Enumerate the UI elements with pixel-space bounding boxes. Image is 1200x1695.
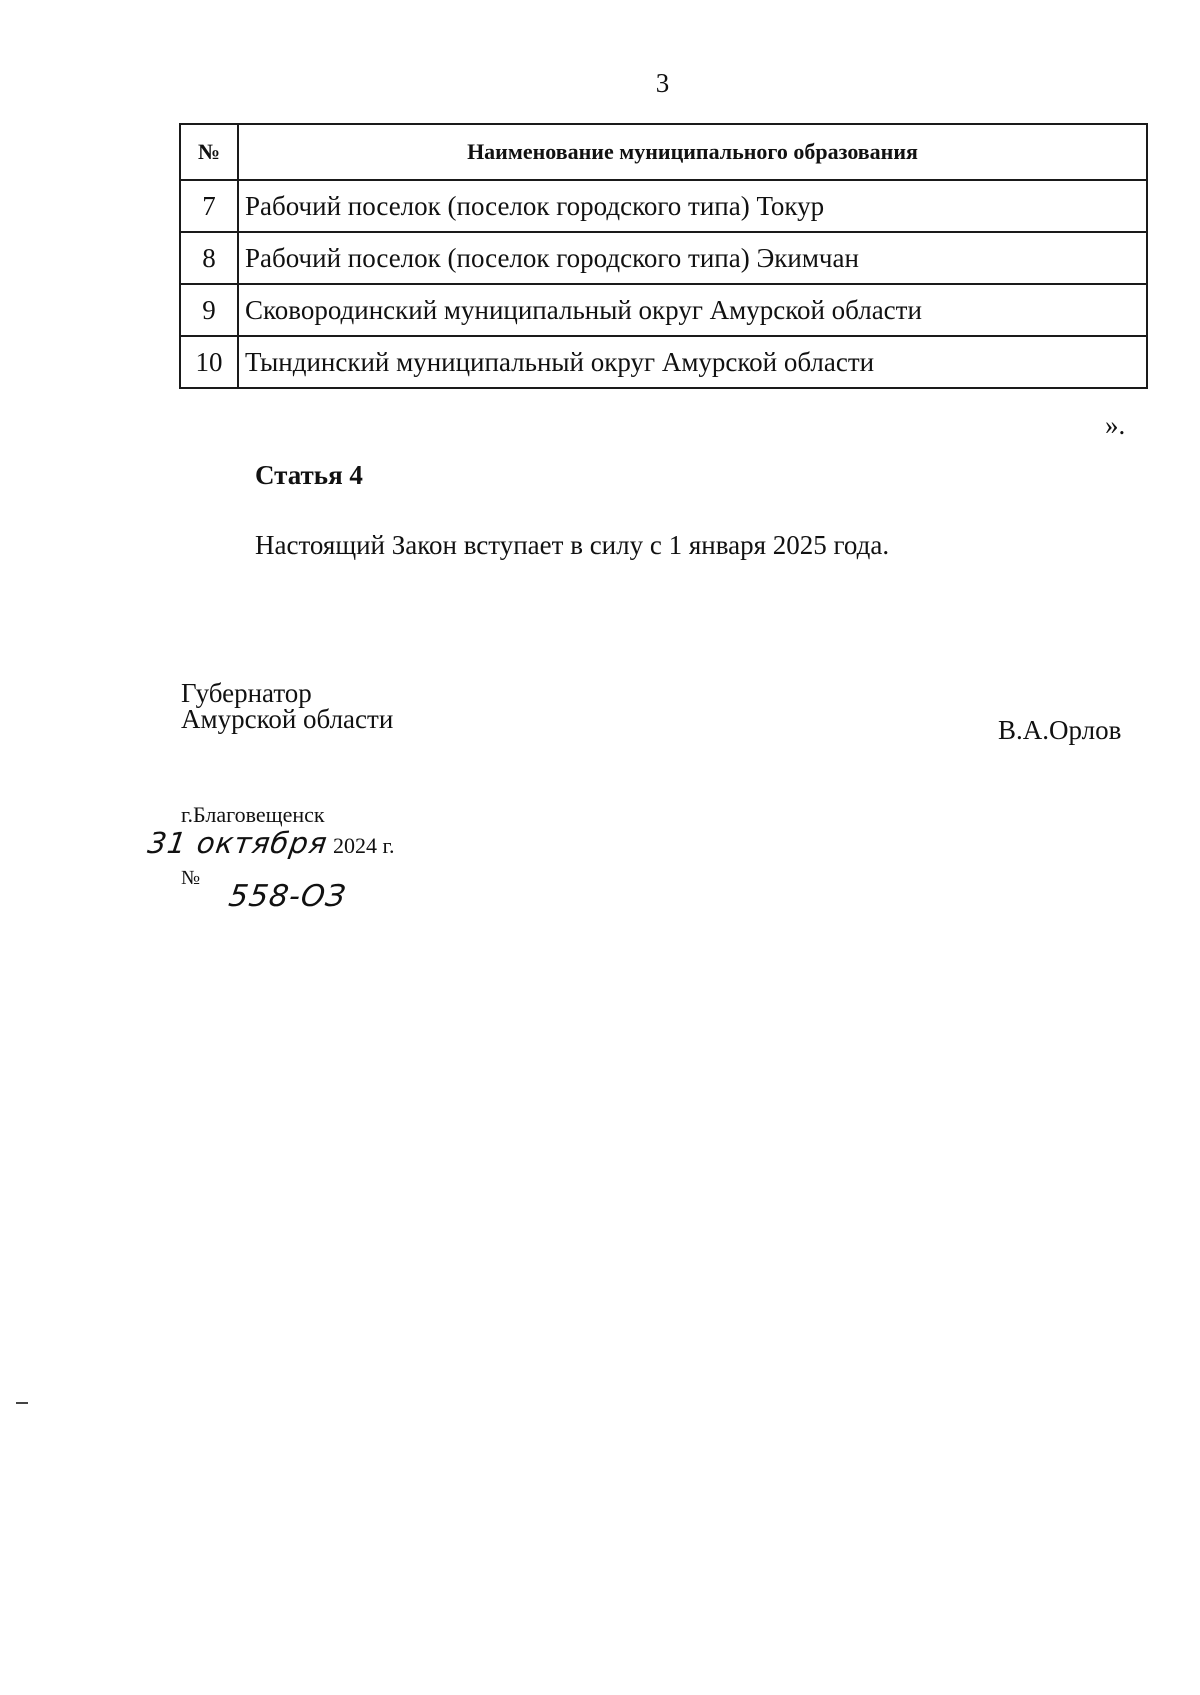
law-number-label: № xyxy=(181,867,201,889)
place-of-signing: г.Благовещенск xyxy=(181,802,325,827)
closing-quote: ». xyxy=(1105,410,1126,440)
governor-title xyxy=(181,680,393,732)
governor-title-line1: Губернатор xyxy=(181,678,312,708)
article-heading: Статья 4 xyxy=(255,460,363,490)
table-row xyxy=(180,180,1147,232)
row-number: 10 xyxy=(180,336,238,388)
signing-date xyxy=(145,826,395,860)
row-name: Рабочий поселок (поселок городского типа) Экимчан xyxy=(238,232,1147,284)
table-row xyxy=(180,336,1147,388)
page-number: 3 xyxy=(655,68,670,98)
table-header-row xyxy=(180,124,1147,180)
municipality-table xyxy=(179,123,1148,389)
header-number: № xyxy=(180,124,238,180)
printed-year: 2024 г. xyxy=(332,833,395,858)
row-number: 8 xyxy=(180,232,238,284)
row-number: 9 xyxy=(180,284,238,336)
row-number: 7 xyxy=(180,180,238,232)
row-name: Рабочий поселок (поселок городского типа) Токур xyxy=(238,180,1147,232)
handwritten-law-number: 558-ОЗ xyxy=(226,879,349,914)
governor-name: В.А.Орлов xyxy=(998,715,1122,745)
header-name: Наименование муниципального образования xyxy=(238,124,1147,180)
article-text: Настоящий Закон вступает в силу с 1 января 2025 года. xyxy=(255,530,890,560)
table-row xyxy=(180,232,1147,284)
table-row xyxy=(180,284,1147,336)
handwritten-date: 31 октября xyxy=(145,826,330,860)
scan-mark xyxy=(16,1402,28,1404)
governor-title-line2: Амурской области xyxy=(181,704,394,734)
row-name: Сковородинский муниципальный округ Амурской области xyxy=(238,284,1147,336)
row-name: Тындинский муниципальный округ Амурской области xyxy=(238,336,1147,388)
law-number xyxy=(181,857,349,914)
